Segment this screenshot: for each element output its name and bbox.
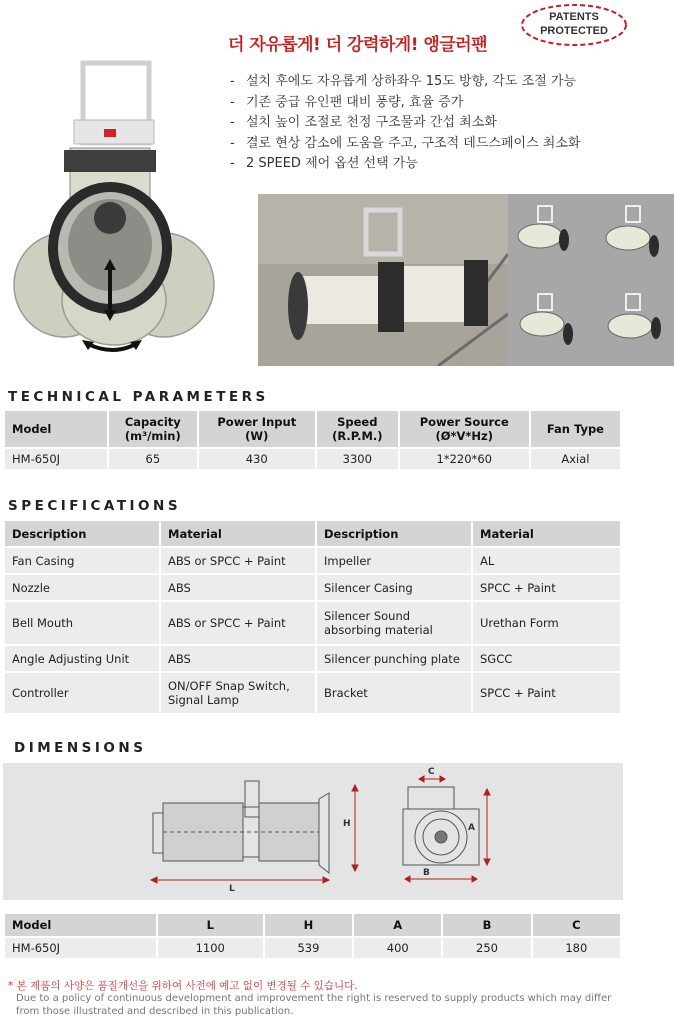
spec-col-material: Material xyxy=(161,521,315,546)
tp-col-model: Model xyxy=(5,411,107,447)
tp-col-power-input: Power Input (W) xyxy=(199,411,315,447)
korean-notice: * 본 제품의 사양은 품질개선을 위하여 사전에 예고 없이 변경될 수 있습니다. xyxy=(8,980,358,992)
table-row: HM-650J 65 430 3300 1*220*60 Axial xyxy=(5,449,620,469)
badge-line1: PATENTS xyxy=(549,11,599,23)
feature-item: - 기존 중급 유인팬 대비 풍량, 효율 증가 xyxy=(230,94,464,110)
dim-col-model: Model xyxy=(5,914,156,936)
technical-parameters-table xyxy=(3,409,622,471)
specifications-table xyxy=(3,519,622,715)
badge-line2: PROTECTED xyxy=(540,25,608,37)
feature-list xyxy=(230,72,580,175)
tp-col-power-source: Power Source (Ø*V*Hz) xyxy=(400,411,529,447)
table-row: Fan Casing ABS or SPCC + Paint Impeller AL xyxy=(5,548,620,573)
angle-adjust-renderings xyxy=(508,194,674,366)
technical-parameters-heading: TECHNICAL PARAMETERS xyxy=(8,389,269,405)
spec-col-description: Description xyxy=(5,521,159,546)
dim-col-b: B xyxy=(443,914,530,936)
dimensions-table xyxy=(3,912,622,960)
feature-item: - 설치 후에도 자유롭게 상하좌우 15도 방향, 각도 조절 가능 xyxy=(230,74,577,89)
specifications-heading: SPECIFICATIONS xyxy=(8,498,182,514)
dim-label-b: B xyxy=(423,868,430,878)
dim-label-h: H xyxy=(343,819,351,829)
dim-label-l: L xyxy=(229,884,235,894)
feature-item: - 설치 높이 조절로 천정 구조물과 간섭 최소화 xyxy=(230,115,497,130)
dim-label-a: A xyxy=(468,823,475,833)
table-row: Controller ON/OFF Snap Switch, Signal Lamp Bracket SPCC + Paint xyxy=(5,673,620,713)
dimension-drawing xyxy=(3,763,623,900)
signal-lamp-icon xyxy=(104,129,116,137)
tp-col-fan-type: Fan Type xyxy=(531,411,620,447)
english-notice: Due to a policy of continuous development and improvement the right is reserved to supply products which may differ from those illustrated and described in this publication. xyxy=(16,993,612,1017)
tp-col-speed: Speed (R.P.M.) xyxy=(317,411,398,447)
dim-col-l: L xyxy=(158,914,263,936)
installed-product-photo xyxy=(258,194,508,366)
feature-item: - 2 SPEED 제어 옵션 선택 가능 xyxy=(230,156,418,171)
product-illustration xyxy=(8,60,220,360)
table-row: Bell Mouth ABS or SPCC + Paint Silencer Sound absorbing material Urethan Form xyxy=(5,602,620,644)
feature-item: - 결로 현상 감소에 도움을 주고, 구조적 데드스페이스 최소화 xyxy=(230,135,581,151)
dimension-drawing-panel xyxy=(3,763,623,900)
patents-protected-badge xyxy=(520,3,628,47)
dim-label-c: C xyxy=(428,767,435,777)
dim-col-a: A xyxy=(354,914,441,936)
dim-col-c: C xyxy=(533,914,620,936)
dimensions-heading: DIMENSIONS xyxy=(14,740,147,756)
table-row: Nozzle ABS Silencer Casing SPCC + Paint xyxy=(5,575,620,600)
page-title: 더 자유롭게! 더 강력하게! 앵글러팬 xyxy=(228,35,488,55)
table-row: HM-650J 1100 539 400 250 180 xyxy=(5,938,620,958)
spec-col-description-2: Description xyxy=(317,521,471,546)
table-row: Angle Adjusting Unit ABS Silencer punching plate SGCC xyxy=(5,646,620,671)
spec-col-material-2: Material xyxy=(473,521,620,546)
tp-col-capacity: Capacity (m³/min) xyxy=(109,411,197,447)
dim-col-h: H xyxy=(265,914,352,936)
